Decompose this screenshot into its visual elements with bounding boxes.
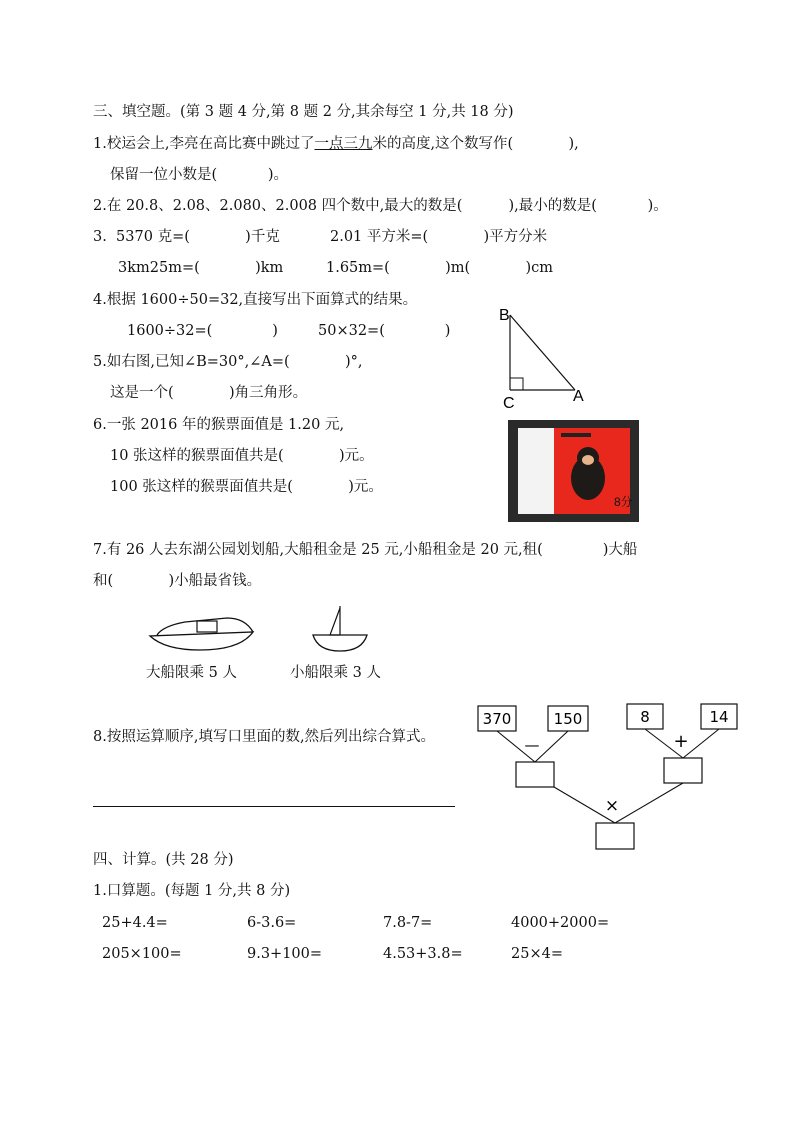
mental-math-item: 205×100=: [102, 946, 182, 962]
mental-math-item: 4.53+3.8=: [383, 946, 463, 962]
stamp-margin-paper: [518, 428, 554, 514]
answer-line: [93, 806, 455, 807]
number-14: 14: [709, 708, 729, 726]
plus-operator: +: [673, 731, 689, 752]
section-4-heading: 四、计算。(共 28 分): [93, 852, 234, 868]
question-5-line-1: 5.如右图,已知∠B=30°,∠A=( )°,: [93, 354, 363, 370]
question-3b: 2.01 平方米=( )平方分米: [330, 229, 548, 245]
question-8: 8.按照运算顺序,填写口里面的数,然后列出综合算式。: [93, 729, 436, 745]
line-add-to-final: [615, 783, 683, 823]
mental-math-item: 9.3+100=: [247, 946, 323, 962]
mental-math-item: 25+4.4=: [102, 915, 168, 931]
question-5-line-2: 这是一个( )角三角形。: [110, 385, 308, 401]
question-1-line-2: 保留一位小数是( )。: [110, 167, 289, 183]
result-box-addition: [664, 758, 702, 783]
big-boat-caption: 大船限乘 5 人: [146, 665, 237, 681]
operation-tree-diagram: [470, 700, 770, 855]
right-triangle-figure: [495, 300, 595, 410]
question-2: 2.在 20.8、2.08、2.080、2.008 四个数中,最大的数是( ),最小的数是( )。: [93, 198, 668, 214]
mental-math-item: 6-3.6=: [247, 915, 297, 931]
stamp-value-label: 8分: [614, 495, 633, 509]
minus-operator: —: [524, 736, 540, 754]
big-boat-icon: [145, 606, 260, 654]
number-370: 370: [482, 710, 512, 728]
vertex-label-c: C: [503, 395, 515, 410]
number-8: 8: [640, 708, 650, 726]
mental-math-item: 7.8-7=: [383, 915, 433, 931]
question-6-line-1: 6.一张 2016 年的猴票面值是 1.20 元,: [93, 417, 345, 433]
right-angle-mark: [510, 378, 523, 390]
question-4-line-1: 4.根据 1600÷50=32,直接写出下面算式的结果。: [93, 292, 418, 308]
small-boat-caption: 小船限乘 3 人: [290, 665, 381, 681]
triangle-side-ba: [510, 315, 575, 390]
q1-text-b: 米的高度,这个数写作( ),: [372, 136, 579, 152]
big-boat-hull: [150, 632, 253, 650]
question-6-line-3: 100 张这样的猴票面值共是( )元。: [110, 479, 383, 495]
times-operator: ×: [604, 796, 620, 816]
section-4-subheading: 1.口算题。(每题 1 分,共 8 分): [93, 883, 291, 899]
mental-math-item: 4000+2000=: [511, 915, 610, 931]
question-7-line-1: 7.有 26 人去东湖公园划划船,大船租金是 25 元,小船租金是 20 元,租( )大船: [93, 542, 638, 558]
vertex-label-a: A: [573, 388, 584, 405]
q1-text-a: 1.校运会上,李亮在高比赛中跳过了: [93, 136, 315, 152]
mental-math-item: 25×4=: [511, 946, 563, 962]
q1-underlined-number: 一点三九: [314, 136, 373, 152]
small-boat-sail: [330, 608, 340, 635]
question-7-line-2: 和( )小船最省钱。: [93, 573, 262, 589]
monkey-face-icon: [582, 455, 594, 465]
result-box-subtraction: [516, 762, 554, 787]
question-1-line-1: [93, 135, 579, 153]
small-boat-hull: [313, 635, 367, 651]
section-3-heading: 三、填空题。(第 3 题 4 分,第 8 题 2 分,其余每空 1 分,共 18 分): [93, 104, 514, 120]
question-3a: 3. 5370 克=( )千克: [93, 229, 280, 245]
stamp-country-text: [561, 433, 591, 437]
small-boat-icon: [310, 603, 370, 655]
number-150: 150: [553, 710, 583, 728]
question-4a: 1600÷32=( ): [127, 323, 278, 339]
question-3c: 3km25m=( )km: [118, 260, 284, 276]
big-boat-window: [197, 621, 217, 632]
question-3d: 1.65m=( )m( )cm: [326, 260, 554, 276]
question-6-line-2: 10 张这样的猴票面值共是( )元。: [110, 448, 374, 464]
line-150-to-box: [535, 731, 568, 762]
question-4b: 50×32=( ): [318, 323, 451, 339]
monkey-stamp-image: [508, 420, 639, 522]
final-result-box: [596, 823, 634, 849]
vertex-label-b: B: [499, 307, 510, 324]
